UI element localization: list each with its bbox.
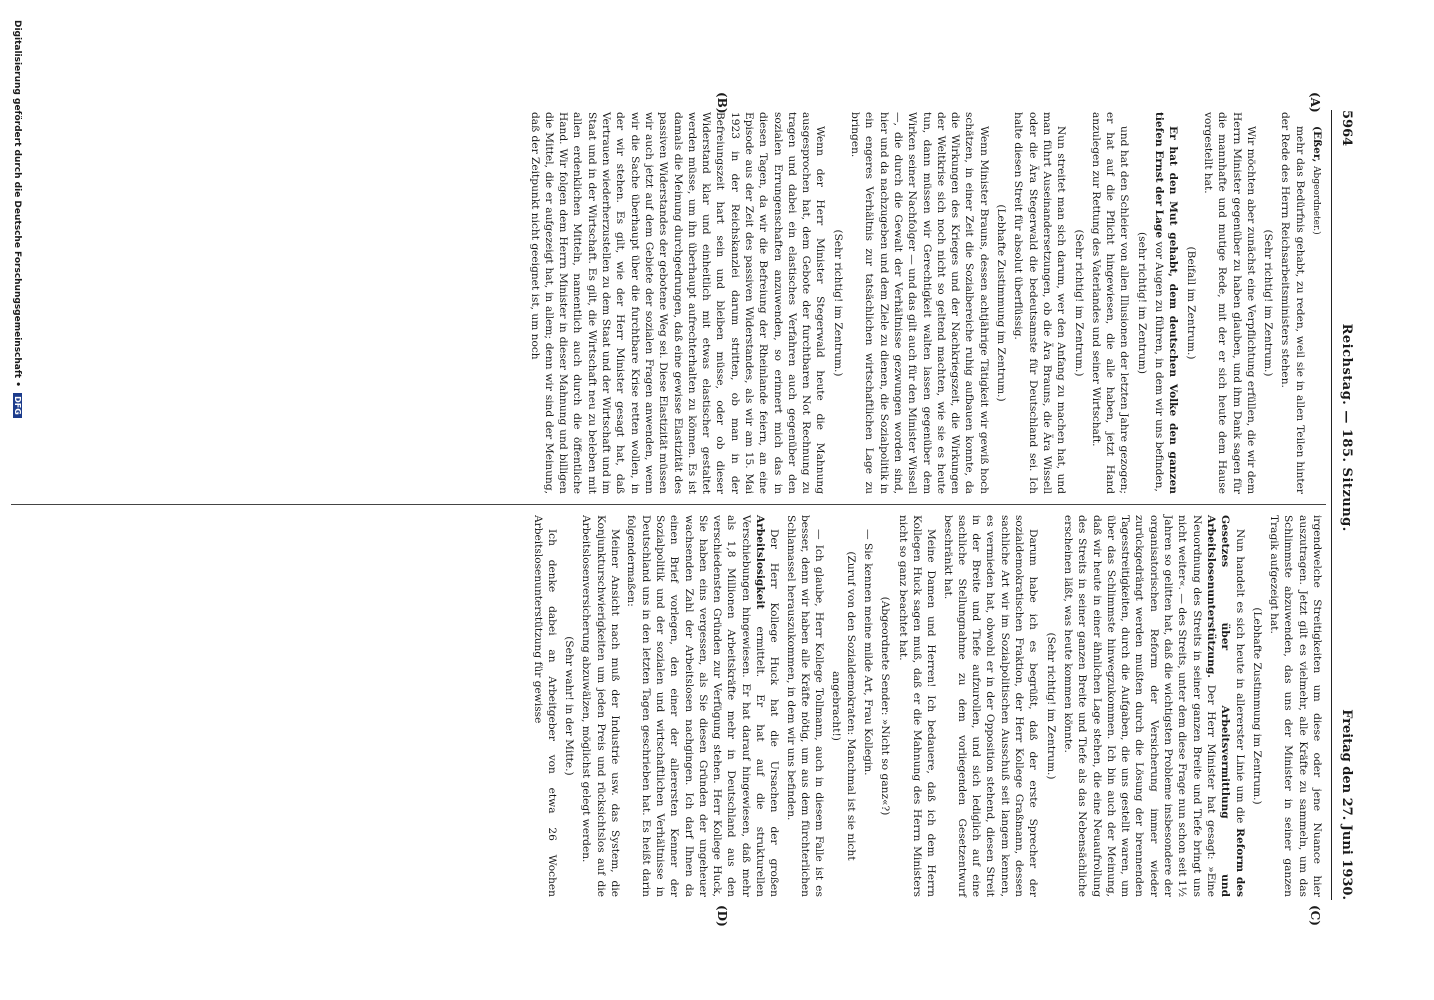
header-rule [1331,110,1332,900]
paragraph: Wir möchten aber zunächst eine Verpflichtung erfüllen, die wir dem Herrn Minister gegenüber zu haben glauben, und ihm Dank sagen für die mannhafte und mutige Rede, mit der er sich heute dem Hause vorgestellt hat. [1201,112,1257,494]
paragraph: Meine Damen und Herren! Ich bedauere, daß ich dem Herrn Kollegen Huck sagen muß, daß er die Mahnung des Herrn Ministers nicht so ganz beachtet hat. [896,515,938,897]
column-divider [11,504,1326,505]
paragraph: Meiner Ansicht nach muß der Industrie usw. das System, die Konjunkturschwierigkeiten um jeden Preis und rücksichtslos auf die Arbeitslosenversicherung abzuwälzen, möglichst gelegt werden. [580,515,622,897]
interjection: (Sehr richtig! im Zentrum.) [1072,229,1085,377]
paragraph: Nun handelt es sich heute in allererster Linie um die Reform des Gesetzes über Arbeitsvermittlung und Arbeitslosenunterstützung. Der Herr Minister hat gesagt: »Eine Neuordnung des Streits in seiner ganzen Breite und Tiefe bringt uns nicht weiter«. — des Streits, unter dem diese Frage nun schon seit 1½ Jahren so gelitten hat, daß die wichtigsten Probleme insbesondere der organisatorischen Reform der Versicherung immer wieder zurückgedrängt werden mußten durch die Lösung der brennenden Tagesstreitigkeiten, durch die Aufgaben, die uns gestellt waren, um über das Schlimmste hinwegzukommen. Ich bin auch der Meinung, daß wir heute in einer ähnlichen Lage stehen, die eine Neuaufrollung des Streits in seiner ganzen Breite und Tiefe als das Nebensächliche erscheinen läßt, was heute kommen könnte. [1061,515,1246,897]
paragraph: Der Herr Kollege Huck hat die Ursachen der großen Arbeitslosigkeit ermittelt. Er hat auf die strukturellen Verschiebungen hingewiesen. Er hat darauf hingewiesen, daß mehr als 1,8 Millionen Arbeitskräfte mehr in Deutschland aus den verschiedensten Gründen zur Verfügung stehen. Herr Kollege Huck, Sie haben eins vergessen, als Sie diesen Gründen der ungeheuer wachsenden Zahl der Arbeitslosen nachgingen. Ich darf Ihnen da einen Brief vorlegen, den einer der allerersten Kenner der Sozialpolitik und der sozialen und wirtschaftlichen Verhältnisse in Deutschland uns in den letzten Tagen geschrieben hat. Es heißt darin folgendermaßen: [625,515,781,897]
right-column [528,515,1324,897]
interjection: (Lebhafte Zustimmung im Zentrum.) [1250,607,1263,805]
margin-marker-c: (C) [1308,905,1322,926]
dfg-logo: DFG [13,393,22,418]
margin-marker-b: (B) [715,92,729,114]
margin-marker-d: (D) [715,905,729,927]
digitization-footer [12,20,22,418]
interjection: (sehr richtig! im Zentrum) [1135,232,1148,374]
footer-text: Digitalisierung gefördert durch die Deutsche Forschungsgemeinschaft • [12,20,22,387]
page-number: 5964 [1339,110,1354,147]
paragraph: Ich denke dabei an Arbeitgeber von etwa 26 Wochen Arbeitslosenunterstützung für gewisse [531,515,558,897]
margin-marker-a: (A) [1308,92,1322,113]
interjection: (Beifall im Zentrum.) [1184,246,1197,360]
interjection: (Abgeordnete Sender: »Nicht so ganz«?) [879,596,892,816]
header-title: Reichstag. — 185. Sitzung. [1339,323,1354,532]
paragraph: irgendwelche Streitigkeiten um diese oder jene Nuance hier auszutragen. Jetzt gilt es vielmehr, alle Kräfte zu sammeln, um das Schlimmste abzuwenden, das uns der Minister in seiner ganzen Tragik aufgezeigt hat. [1268,515,1323,897]
left-column [525,112,1324,494]
paragraph: Wenn der Herr Minister Stegerwald heute die Mahnung ausgesprochen hat, dem Gebote der furchtbaren Not Rechnung zu tragen und dabei ein elastisches Verfahren auch gegenüber den sozialen Errungenschaften anzuwenden, so erinnert mich das in diesen Tagen, da wir die Befreiung der Rheinlande feiern, an eine Episode aus der Zeit des passiven Widerstandes, als wir am 15. Mai 1923 in der Reichskanzlei darum stritten, ob man in der Befreiungszeit hart sein und bleiben müsse, oder ob dieser Widerstand klar und einheitlich mit etwas elastischer gestaltet werden müsse, um ihn überhaupt aufrechterhalten zu können. Es ist damals die Meinung durchgedrungen, daß eine gewisse Elastizität des passiven Widerstandes der gebotene Weg sei. Diese Elastizität müssen wir auch jetzt auf dem Gebiete der sozialen Fragen anwenden, wenn wir die Sache überhaupt über die furchtbare Krise retten wollen, in der wir stehen. Es gilt, wie der Herr Minister gesagt hat, daß Vertrauen wiederherzustellen zu dem Staat und der Wirtschaft und im Staat und in der Wirtschaft. Es gilt, die Wirtschaft neu zu beleben mit allen erdenklichen Mitteln, namentlich auch durch die öffentliche Hand. Wir folgen dem Herrn Minister in dieser Mahnung und billigen die Mittel, die er aufgezeigt hat, in allem; denn wir sind der Meinung, daß der Zeitpunkt nicht geeignet ist, um noch [528,112,827,494]
interjection: (Sehr richtig! im Zentrum.) [831,229,844,377]
interjection: (Lebhafte Zustimmung im Zentrum.) [995,204,1008,402]
interjection: (Sehr richtig! im Zentrum.) [1044,632,1057,780]
page-header [1334,110,1354,900]
paragraph: Wenn Minister Brauns, dessen achtjährige Tätigkeit wir gewiß hoch schätzen, in einer Zeit die Sozialbereiche ruhig aufbauen konnte, da die Wirkungen des Krieges und der Nachkriegszeit, die Wirkungen der Weltkrise sich noch nicht so geltend machten, wie sie es heute tun, dann müssen wir Gerechtigkeit walten lassen gegenüber dem Wirken seiner Nachfolger — und das gilt auch für den Minister Wissell —, die durch die Gewalt der Verhältnisse gezwungen worden sind, hier und da nachzugeben und dem Ziele zu dienen, die Sozialpolitik in ein engeres Verhältnis zur tatsächlichen wirtschaftlichen Lage zu bringen. [849,112,990,494]
paragraph: Nun streitet man sich darum, wer den Anfang zu machen hat, und man führt Auseinandersetzungen, ob die Ära Brauns, die Ära Wissell oder die Ära Stegerwald die bedeutsamste für Deutschland sei. Ich halte diesen Streit für absolut überflüssig. [1012,112,1068,494]
interjection: (Sehr richtig! im Zentrum.) [1262,229,1275,377]
paragraph: (Eßer, Abgeordneter.) [1311,126,1323,235]
paragraph: mehr das Bedürfnis gehabt, zu reden, weil sie in allen Teilen hinter der Rede des Herrn Reichsarbeitsministers stehen. [1279,112,1306,494]
paragraph: — Ich glaube, Herr Kollege Tollmann, auch in diesem Falle ist es besser, denn wir haben alle Kräfte nötig, um aus dem fürchterlichen Schlamassel herauszukommen, in dem wir uns befinden. [784,515,826,897]
header-date: Freitag den 27. Juni 1930. [1339,709,1354,900]
paragraph: Er hat den Mut gehabt, dem deutschen Volke den ganzen tiefen Ernst der Lage vor Augen zu führen, in dem wir uns befinden, [1153,112,1180,494]
interjection: (Sehr wahr! in der Mitte.) [563,636,576,776]
paragraph: und hat den Schleier von allen Illusionen der letzten Jahre gezogen; er hat auf die Pflicht hingewiesen, die alle haben, jetzt Hand anzulegen zur Rettung des Vaterlandes und seiner Wirtschaft. [1089,112,1131,494]
paragraph: — Sie kennen meine milde Art, Frau Kollegin. [862,529,875,776]
paragraph: Darum habe ich es begrüßt, daß der erste Sprecher der sozialdemokratischen Fraktion, der Herr Kollege Graßmann, dessen sachliche Art wir im Sozialpolitischen Ausschuß seit langem kennen, es vermieden hat, obwohl er in der Opposition stehend, diesen Streit in der Breite und Tiefe aufzurollen, und sich lediglich auf eine sachliche Stellungnahme zu dem vorliegenden Gesetzentwurf beschränkt hat. [941,515,1040,897]
interjection: (Zuruf von den Sozialdemokraten: Manchmal ist sie nicht angebracht!) [830,551,857,861]
